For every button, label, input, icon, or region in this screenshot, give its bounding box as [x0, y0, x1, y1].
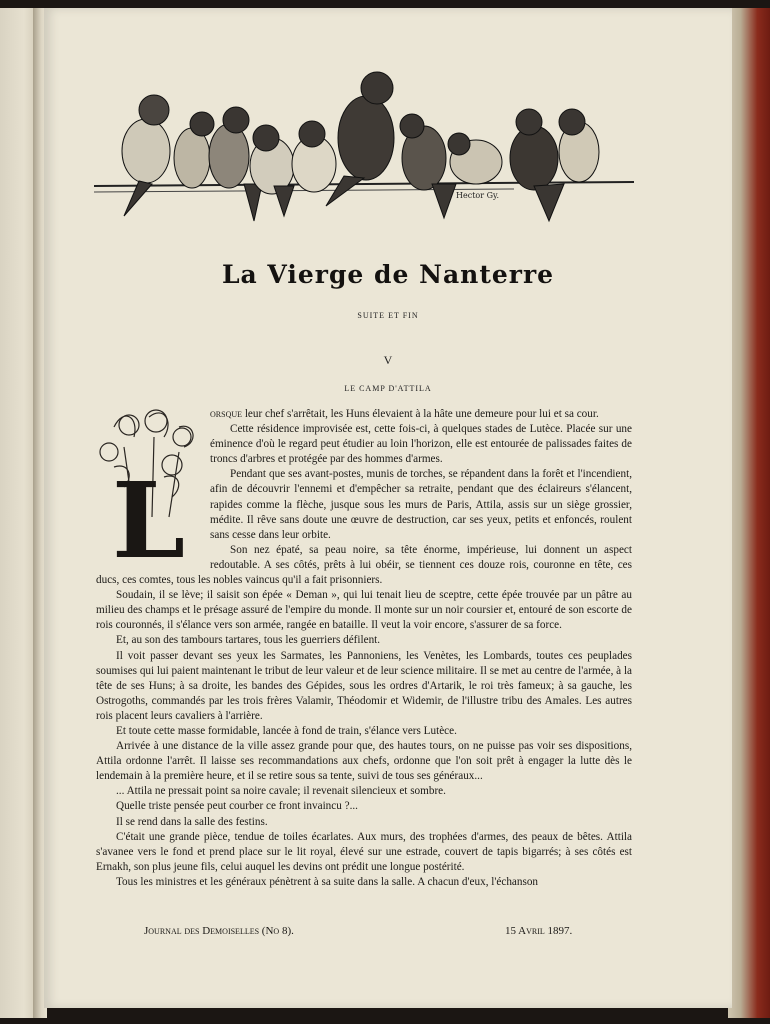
birds-on-wire-illustration — [94, 66, 634, 226]
section-title: LE CAMP D'ATTILA — [344, 384, 432, 393]
paragraph-11: Quelle triste pensée peut courber ce front invaincu ?... — [116, 800, 358, 813]
first-word: orsque — [210, 408, 243, 420]
floral-dropcap-illustration — [94, 407, 202, 567]
paragraph-5: Soudain, il se lève; il saisit son épée « Deman », qui lui tenait lieu de sceptre, cette épée trouvée par un pâtre au milieu des champs et le présage assuré de l'empire du monde. Il monte sur un noir coursier et, entouré de son escorte de rois couronnés, il s'élance vers son armée, rangée en bataille. Il veut la voir encore, s'assurer de sa force. — [96, 589, 632, 632]
footer-journal-name: Journal des Demoiselles (No 8). — [144, 925, 294, 937]
paragraph-6: Et, au son des tambours tartares, tous les guerriers défilent. — [116, 634, 381, 647]
article-subtitle: SUITE ET FIN — [357, 311, 419, 320]
paragraph-2: Cette résidence improvisée est, cette fois-ci, à quelques stades de Lutèce. Placée sur une éminence d'où le regard peut étudier au loin l'horizon, elle est entourée de palissades faites de troncs d'arbres et protégée par des hommes d'armes. — [210, 423, 632, 466]
article-title: La Vierge de Nanterre — [221, 260, 555, 289]
footer-date: 15 Avril 1897. — [505, 925, 573, 937]
paragraph-14: Tous les ministres et les généraux pénètrent à sa suite dans la salle. A chacun d'eux, l'échanson — [116, 875, 539, 888]
paragraph-1: orsque leur chef s'arrêtait, les Huns élevaient à la hâte une demeure pour lui et sa cour. — [210, 408, 599, 420]
paragraph-7: Il voit passer devant ses yeux les Sarmates, les Pannoniens, les Venètes, les Lombards, toutes ces peuplades soumises qui lui paient maintenant le tribut de leur valeur et de leur science militaire. Il se met au centre de l'armée, à la tête de ses Huns; à sa droite, les bandes des Gépides, sous les ordres d'Artarik, le roi très fameux; à sa gauche, les Ostrogoths, commandés par les trois frères Valamir, Théodomir et Widemir, de l'illustre tribu des Amales. Les autres rois placent leurs cavaliers à l'arrière. — [96, 649, 633, 722]
paragraph-9: Arrivée à une distance de la ville assez grande pour que, des hautes tours, on ne puisse pas voir ses dispositions, Attila ordonne l'arrêt. Il laisse ses recommandations aux chefs, ordonne que l'on soit prêt à engager la lutte dès le lendemain à la première heure, et il se retire sous sa tente, suivi de tous ses généraux... — [96, 740, 632, 783]
chapter-number: V — [383, 353, 393, 367]
journal-page — [44, 8, 732, 1008]
book-cover-edge — [728, 8, 770, 1018]
paragraph-10: ... Attila ne pressait point sa noire cavale; il revenait silencieux et sombre. — [116, 785, 446, 798]
paragraph-4: Son nez épaté, sa peau noire, sa tête énorme, impérieuse, lui donnent un aspect redoutable. A ses côtés, prêts à lui obéir, se tiennent ces douze rois, couronne en tête, ces ducs, ces comtes, tous les nobles vaincus qu'il a fait prisonniers. — [96, 543, 632, 587]
illustrator-signature: Hector Gy. — [456, 191, 499, 200]
paragraph-13: C'était une grande pièce, tendue de toiles écarlates. Aux murs, des trophées d'armes, des peaux de bêtes. Attila s'avanee vers le fond et prend place sur le lit royal, élevé sur une estrade, couvert de tapis bigarrés; à ses côtés est Ernakh, son plus jeune fils, celui auquel les devins ont prédit une longue postérité. — [96, 830, 632, 873]
paragraph-3: Pendant que ses avant-postes, munis de torches, se répandent dans la forêt et l'incendient, afin de découvrir l'ennemi et d'empêcher sa retraite, pendant que des éclaireurs s'élancent, rapides comme la flèche, jusque sous les murs de Paris, Attila, assis sur un siège grossier, médite. Il rêve sans doute une œuvre de destruction, car ses yeux, petits et enfoncés, roulent sans cesse dans leur orbite. — [210, 468, 632, 541]
paragraph-8: Et toute cette masse formidable, lancée à fond de train, s'élance vers Lutèce. — [116, 724, 457, 737]
article-body — [96, 407, 632, 890]
paragraph-12: Il se rend dans la salle des festins. — [116, 815, 268, 828]
dropcap-letter: L — [112, 459, 186, 567]
